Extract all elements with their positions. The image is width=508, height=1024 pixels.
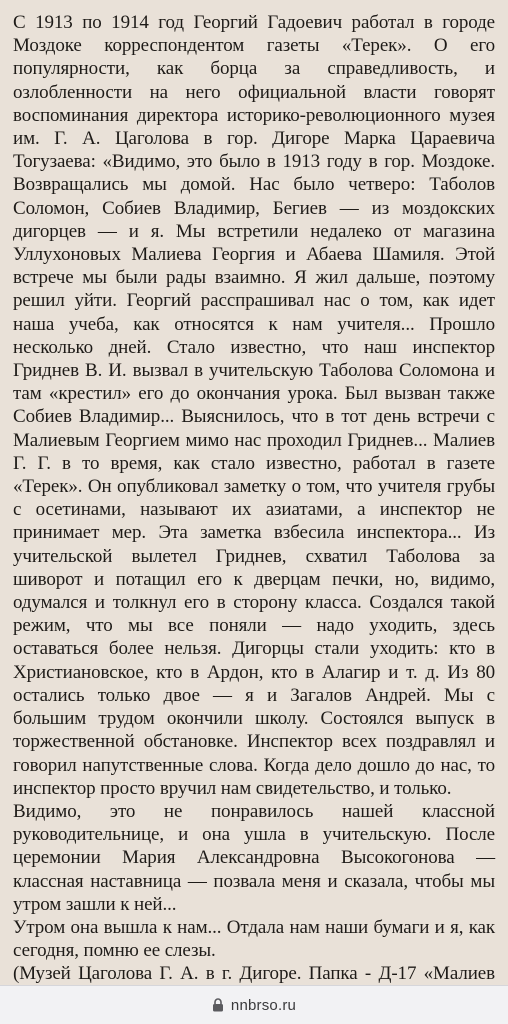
browser-address-bar[interactable] (0, 985, 508, 1024)
paragraph-4: (Музей Цаголова Г. А. в г. Дигоре. Папка - Д-17 «Малиев (13, 963, 495, 985)
url-text[interactable]: nnbrso.ru (230, 996, 297, 1014)
paragraph-1: С 1913 по 1914 год Георгий Гадоевич работал в городе Моздоке корреспондентом газеты «Терек». О его популярности, как борца за справедливость, и озлобленности на него официальной власти говорят воспоминания директора историко-революционного музея им. Г. А. Цаголова в гор. Дигоре Марка Цараевича Тогузаева: «Видимо, это было в 1913 году в гор. Моздоке. Возвращались мы домой. Нас было четверо: Таболов Соломон, Собиев Владимир, Бегиев — из моздокских дигорцев — и я. Мы встретили недалеко от магазина Уллухоновых Малиева Георгия и Абаева Шамиля. Этой встрече мы были рады взаимно. Я жил дальше, поэтому решил уйти. Георгий расспрашивал нас о том, как идет наша учеба, как относятся к нам учителя... Прошло несколько дней. Стало известно, что наш инспектор Гриднев В. И. вызвал в учительскую Таболова Соломона и там «крестил» его до окончания урока. Был вызван также Собиев Владимир... Выяснилось, что в тот день встречи с Малиевым Георгием мимо нас проходил Гриднев... Малиев Г. Г. в то время, как стало известно, работал в газете «Терек». Он опубликовал заметку о том, что учителя грубы с осетинами, называют их азиатами, а инспектор не принимает мер. Эта заметка взбесила инспектора... Из учительской вылетел Гриднев, схватил Таболова за шиворот и потащил его к дверцам печки, но, видимо, одумался и толкнул его в сторону класса. Создался такой режим, что мы все поняли — надо уходить, здесь оставаться более нельзя. Дигорцы стали уходить: кто в Христиановское, кто в Ардон, кто в Алагир и т. д. Из 80 остались только двое — я и Загалов Андрей. Мы с большим трудом окончили школу. Состоялся выпуск в торжественной обстановке. Инспектор всех поздравлял и говорил напутственные слова. Когда дело дошло до нас, то инспектор просто вручил нам свидетельство, и только. (13, 12, 495, 799)
lock-icon (212, 998, 224, 1012)
paragraph-3: Утром она вышла к нам... Отдала нам наши бумаги и я, как сегодня, помню ее слезы. (13, 916, 495, 962)
paragraph-2: Видимо, это не понравилось нашей классной руководительнице, и она ушла в учительскую. После церемонии Мария Александровна Высокогонова — классная наставница — позвала меня и сказала, чтобы мы утром зашли к ней... (13, 800, 495, 915)
